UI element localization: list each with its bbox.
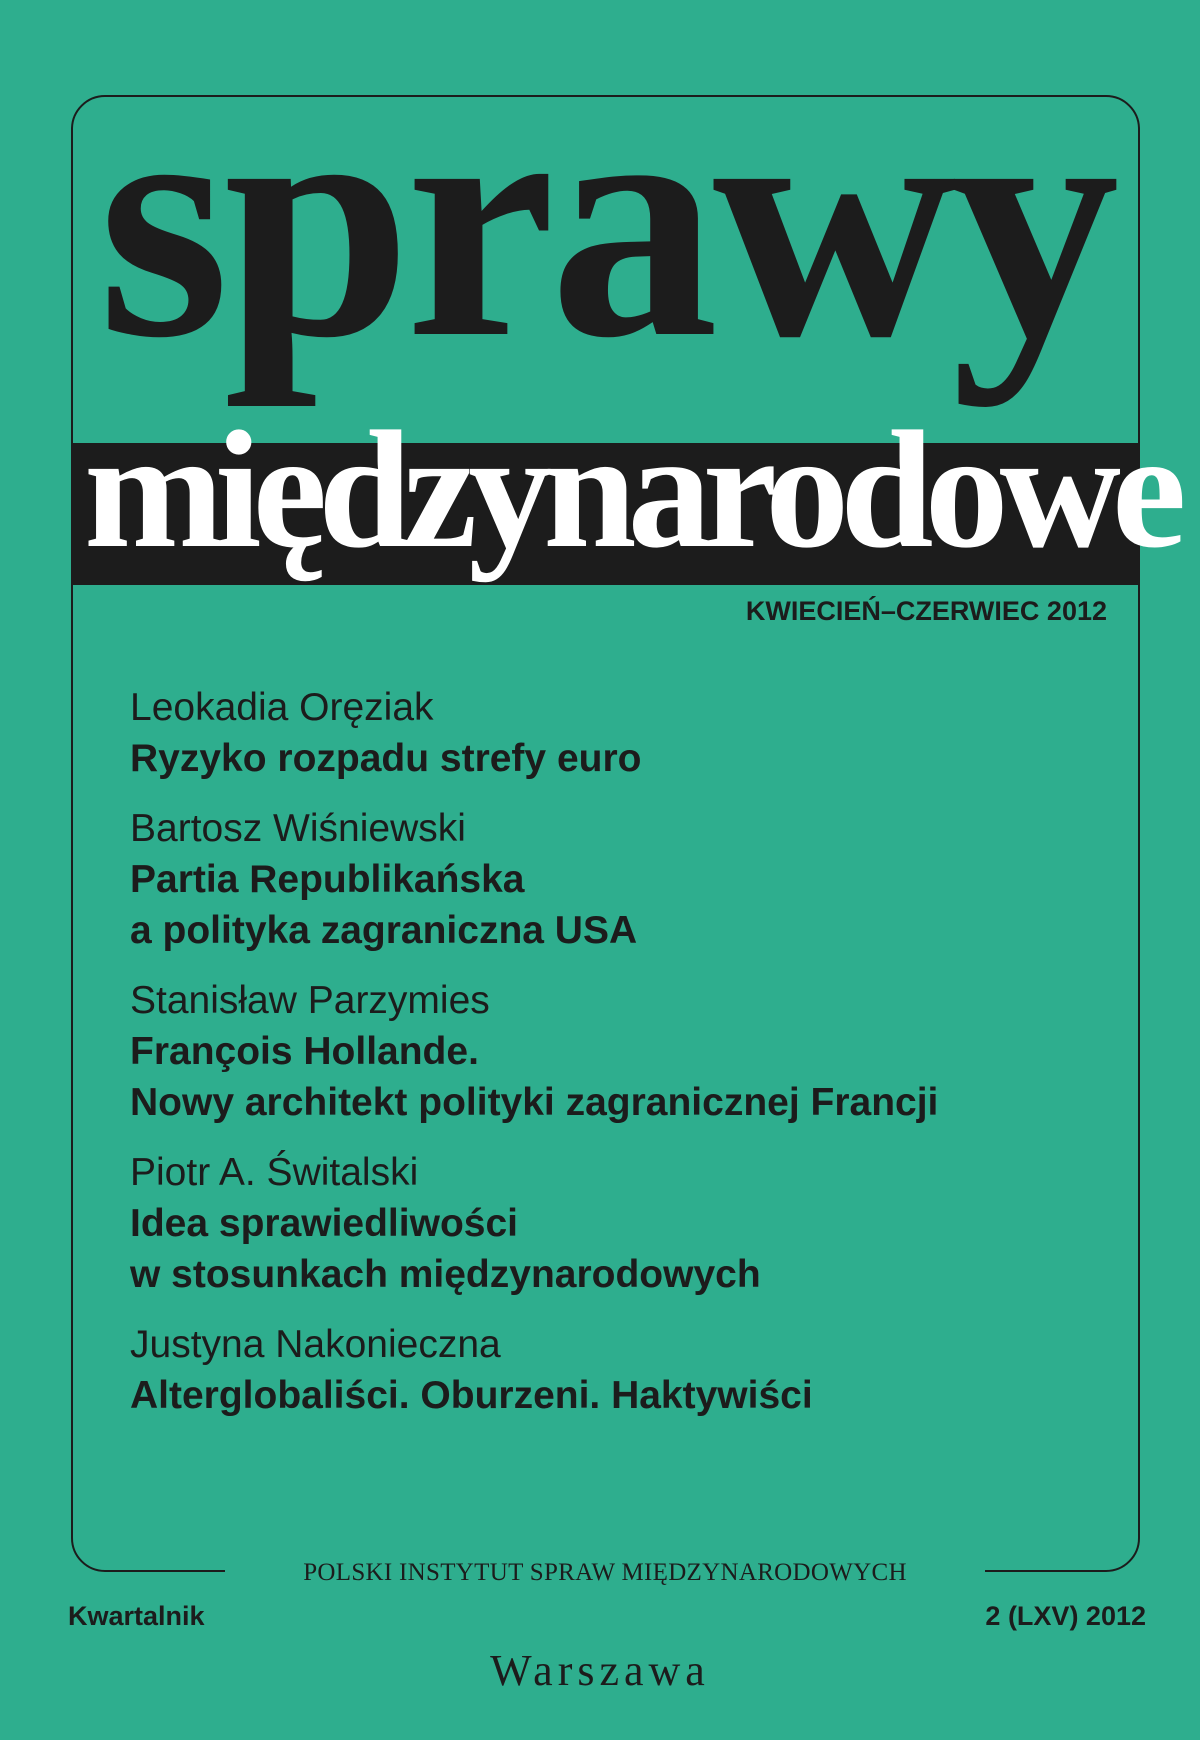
article-item <box>130 804 1130 956</box>
publisher-strip <box>225 1555 985 1591</box>
article-list <box>130 683 1130 1441</box>
publication-city: Warszawa <box>490 1646 710 1695</box>
article-item <box>130 683 1130 784</box>
issue-period: KWIECIEŃ–CZERWIEC 2012 <box>745 596 1107 626</box>
article-author: Leokadia Oręziak <box>130 686 434 729</box>
article-author: Bartosz Wiśniewski <box>130 807 466 850</box>
journal-title-word-1: sprawy <box>98 34 1114 408</box>
article-title: Partia Republikańska a polityka zagraniczna USA <box>130 858 638 952</box>
article-author: Justyna Nakonieczna <box>130 1323 501 1366</box>
article-item <box>130 1320 1130 1421</box>
article-title: Idea sprawiedliwości w stosunkach międzynarodowych <box>130 1202 761 1296</box>
article-title: Ryzyko rozpadu strefy euro <box>130 737 642 780</box>
publisher-name: POLSKI INSTYTUT SPRAW MIĘDZYNARODOWYCH <box>303 1559 907 1586</box>
frequency-label: Kwartalnik <box>68 1601 205 1631</box>
article-item <box>130 1148 1130 1300</box>
article-author: Stanisław Parzymies <box>130 979 490 1022</box>
article-title: François Hollande. Nowy architekt polityki zagranicznej Francji <box>130 1030 939 1124</box>
issue-number: 2 (LXV) 2012 <box>985 1601 1146 1631</box>
article-title: Alterglobaliści. Oburzeni. Haktywiści <box>130 1374 813 1417</box>
article-author: Piotr A. Świtalski <box>130 1151 419 1194</box>
article-item <box>130 976 1130 1128</box>
journal-title-word-2: międzynarodowe <box>84 397 1178 583</box>
